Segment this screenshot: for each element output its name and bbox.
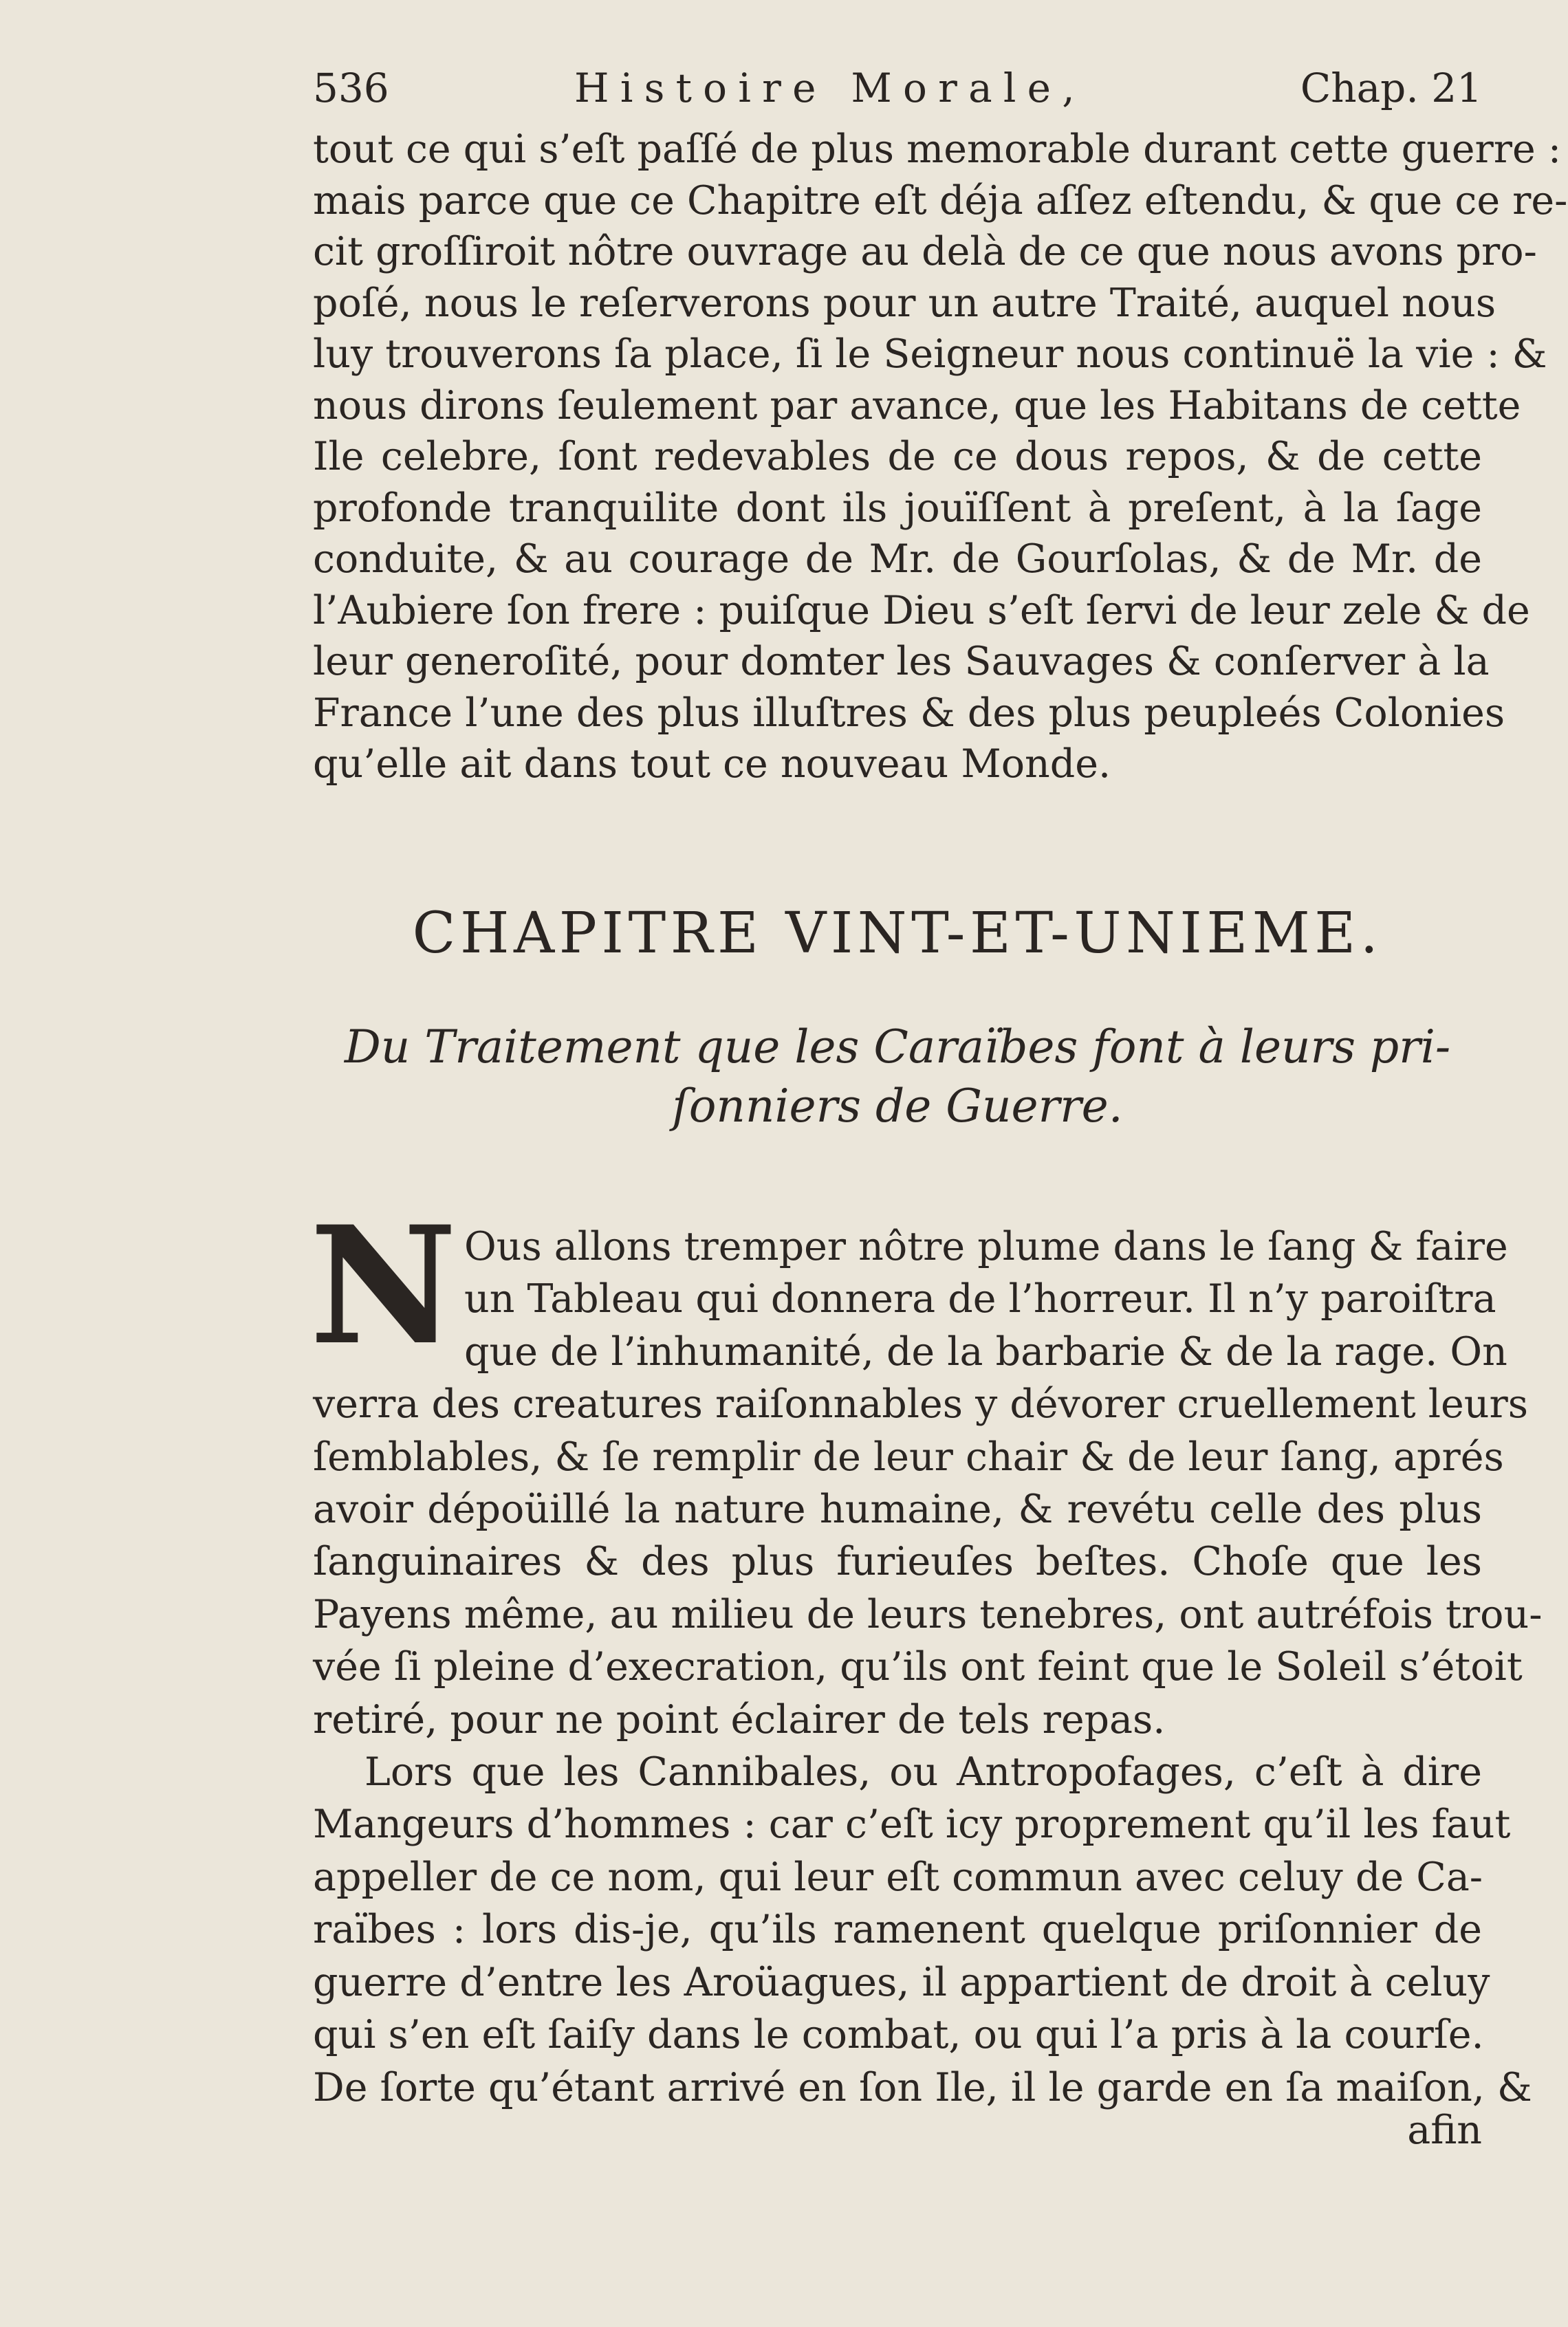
text-line: leur generoſité, pour domter les Sauvages & conſerver à la bbox=[313, 639, 1490, 684]
text-line: verra des creatures raiſonnables y dévorer cruellement leurs bbox=[313, 1381, 1528, 1428]
chapter-body bbox=[313, 1221, 1543, 2114]
text-line: Mangeurs d’hommes : car c’eſt icy proprement qu’il les faut bbox=[313, 1802, 1511, 1848]
text-line: poſé, nous le reſerverons pour un autre Traité, auquel nous bbox=[313, 280, 1496, 326]
text-line: mais parce que ce Chapitre eſt déja aſſez eſtendu, & que ce re- bbox=[313, 177, 1568, 223]
text-line: avoir dépoüillé la nature humaine, & revétu celle des plus bbox=[313, 1487, 1482, 1533]
text-line: Payens même, au milieu de leurs tenebres, ont autréfois trou- bbox=[313, 1591, 1543, 1637]
text-line: ſemblables, & ſe remplir de leur chair & de leur ſang, aprés bbox=[313, 1434, 1504, 1480]
subtitle-line: Du Traitement que les Caraïbes font à leurs pri- bbox=[344, 1020, 1451, 1073]
text-line: Ile celebre, ſont redevables de ce dous repos, & de cette bbox=[313, 434, 1482, 479]
text-line: l’Aubiere ſon frere : puiſque Dieu s’eſt ſervi de leur zele & de bbox=[313, 587, 1530, 633]
text-line: ſanguinaires & des plus furieuſes beſtes. Choſe que les bbox=[313, 1539, 1482, 1585]
text-line: un Tableau qui donnera de l’horreur. Il n’y paroiſtra bbox=[464, 1276, 1496, 1322]
text-line: vée ſi pleine d’execration, qu’ils ont feint que le Soleil s’étoit bbox=[313, 1644, 1523, 1690]
text-line: raïbes : lors dis-je, qu’ils ramenent quelque priſonnier de bbox=[313, 1907, 1482, 1953]
subtitle-line: ſonniers de Guerre. bbox=[672, 1080, 1123, 1133]
chapter-subtitle bbox=[313, 1018, 1482, 1136]
text-line: Lors que les Cannibales, ou Antropofages, c’eſt à dire bbox=[364, 1749, 1482, 1795]
text-line: retiré, pour ne point éclairer de tels repas. bbox=[313, 1696, 1166, 1742]
text-line: que de l’inhumanité, de la barbarie & de la rage. On bbox=[464, 1329, 1507, 1375]
text-line: guerre d’entre les Aroüagues, il appartient de droit à celuy bbox=[313, 1959, 1490, 2005]
text-line: conduite, & au courage de Mr. de Gourſolas, & de Mr. de bbox=[313, 536, 1482, 582]
page-number: 536 bbox=[313, 65, 389, 111]
chapter-label: Chap. 21 bbox=[1300, 65, 1482, 111]
text-line: appeller de ce nom, qui leur eſt commun avec celuy de Ca- bbox=[313, 1854, 1483, 1900]
chapter-heading: CHAPITRE VINT-ET-UNIEME. bbox=[412, 901, 1383, 966]
text-line: luy trouverons ſa place, ſi le Seigneur nous continuë la vie : & bbox=[313, 331, 1547, 377]
running-title: Histoire Morale, bbox=[574, 65, 1086, 111]
drop-cap: N bbox=[309, 1191, 457, 1381]
text-line: France l’une des plus illuſtres & des plus peupleés Colonies bbox=[313, 690, 1505, 736]
catchword: afin bbox=[1407, 2108, 1482, 2153]
text-line: De ſorte qu’étant arrivé en ſon Ile, il le garde en ſa maiſon, & bbox=[313, 2064, 1532, 2110]
text-line: qui s’en eſt ſaiſy dans le combat, ou qui l’a pris à la courſe. bbox=[313, 2012, 1484, 2058]
text-line: Ous allons tremper nôtre plume dans le ſang & faire bbox=[464, 1224, 1508, 1269]
text-line: profonde tranquilite dont ils jouïſſent à preſent, à la ſage bbox=[313, 485, 1482, 531]
text-line: qu’elle ait dans tout ce nouveau Monde. bbox=[313, 741, 1111, 787]
previous-chapter-ending bbox=[313, 124, 1568, 790]
text-line: cit groſſiroit nôtre ouvrage au delà de ce que nous avons pro- bbox=[313, 229, 1537, 274]
text-line: tout ce qui s’eſt paſſé de plus memorable durant cette guerre : bbox=[313, 127, 1562, 172]
text-line: nous dirons ſeulement par avance, que les Habitans de cette bbox=[313, 382, 1521, 428]
